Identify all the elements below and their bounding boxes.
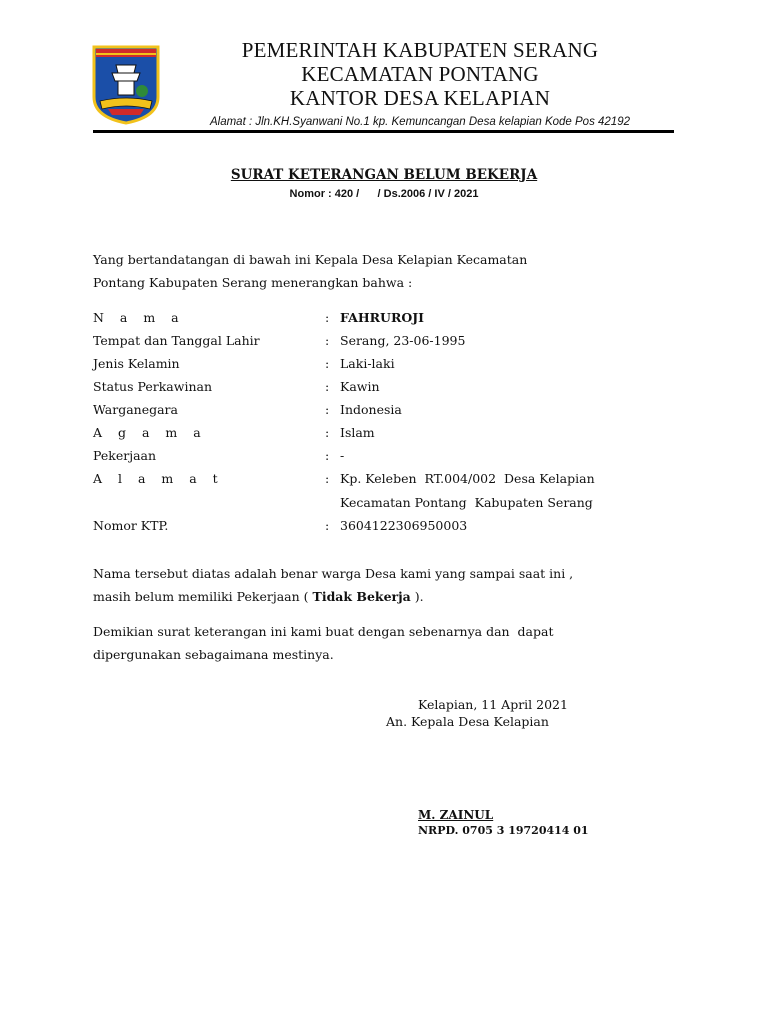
district-name: KECAMATAN PONTANG: [301, 62, 539, 86]
signature-place-date: Kelapian, 11 April 2021: [418, 697, 568, 712]
field-colon: :: [325, 333, 330, 348]
field-label: Status Perkawinan: [93, 379, 213, 394]
field-value: Islam: [340, 425, 375, 440]
field-label: Warganegara: [93, 402, 178, 417]
signer-nrpd: NRPD. 0705 3 19720414 01: [418, 824, 589, 837]
field-colon: :: [325, 448, 330, 463]
field-label: A g a m a: [93, 425, 207, 440]
statement-paragraph: [93, 562, 693, 608]
field-label: Jenis Kelamin: [93, 356, 180, 371]
letterhead: [170, 38, 670, 128]
field-label: Pekerjaan: [93, 448, 157, 463]
field-value: Kawin: [340, 379, 380, 394]
field-value: Indonesia: [340, 402, 402, 417]
serang-regency-logo: [90, 43, 162, 125]
intro-line-2: Pontang Kabupaten Serang menerangkan bahwa :: [93, 275, 413, 290]
statement-line-1: Nama tersebut diatas adalah benar warga Desa kami yang sampai saat ini ,: [93, 566, 574, 581]
intro-line-1: Yang bertandatangan di bawah ini Kepala Desa Kelapian Kecamatan: [93, 252, 528, 267]
document-number: Nomor : 420 / / Ds.2006 / IV / 2021: [289, 188, 479, 200]
field-label: N a m a: [93, 310, 185, 325]
field-colon: :: [325, 356, 330, 371]
field-colon: :: [325, 402, 330, 417]
field-value: Serang, 23-06-1995: [340, 333, 466, 348]
field-value: Kp. Keleben RT.004/002 Desa Kelapian: [340, 471, 595, 486]
field-value: FAHRUROJI: [340, 310, 424, 325]
field-colon: :: [325, 518, 330, 533]
letterhead-divider: [93, 130, 674, 133]
government-name: PEMERINTAH KABUPATEN SERANG: [241, 38, 599, 62]
field-value: -: [340, 448, 345, 463]
field-label: Nomor KTP.: [93, 518, 169, 533]
statement-line-2: masih belum memiliki Pekerjaan ( Tidak Bekerja ).: [93, 589, 424, 604]
signer-name: M. ZAINUL: [418, 808, 494, 822]
field-label: A l a m a t: [93, 471, 224, 486]
field-value: Kecamatan Pontang Kabupaten Serang: [340, 495, 593, 510]
field-colon: :: [325, 310, 330, 325]
field-value: Laki-laki: [340, 356, 395, 371]
office-name: KANTOR DESA KELAPIAN: [289, 86, 551, 110]
office-address: Alamat : Jln.KH.Syanwani No.1 kp. Kemuncangan Desa kelapian Kode Pos 42192: [209, 116, 630, 128]
closing-paragraph: [93, 620, 693, 666]
signature-role: An. Kepala Desa Kelapian: [386, 714, 549, 729]
intro-paragraph: [93, 248, 693, 294]
closing-line-2: dipergunakan sebagaimana mestinya.: [93, 647, 334, 662]
closing-line-1: Demikian surat keterangan ini kami buat dengan sebenarnya dan dapat: [93, 624, 554, 639]
field-colon: :: [325, 471, 330, 486]
field-colon: :: [325, 379, 330, 394]
field-label: Tempat dan Tanggal Lahir: [93, 333, 260, 348]
document-title: SURAT KETERANGAN BELUM BEKERJA: [230, 167, 538, 183]
field-value: 3604122306950003: [340, 518, 468, 533]
not-working-emphasis: Tidak Bekerja: [312, 589, 411, 604]
field-colon: :: [325, 425, 330, 440]
